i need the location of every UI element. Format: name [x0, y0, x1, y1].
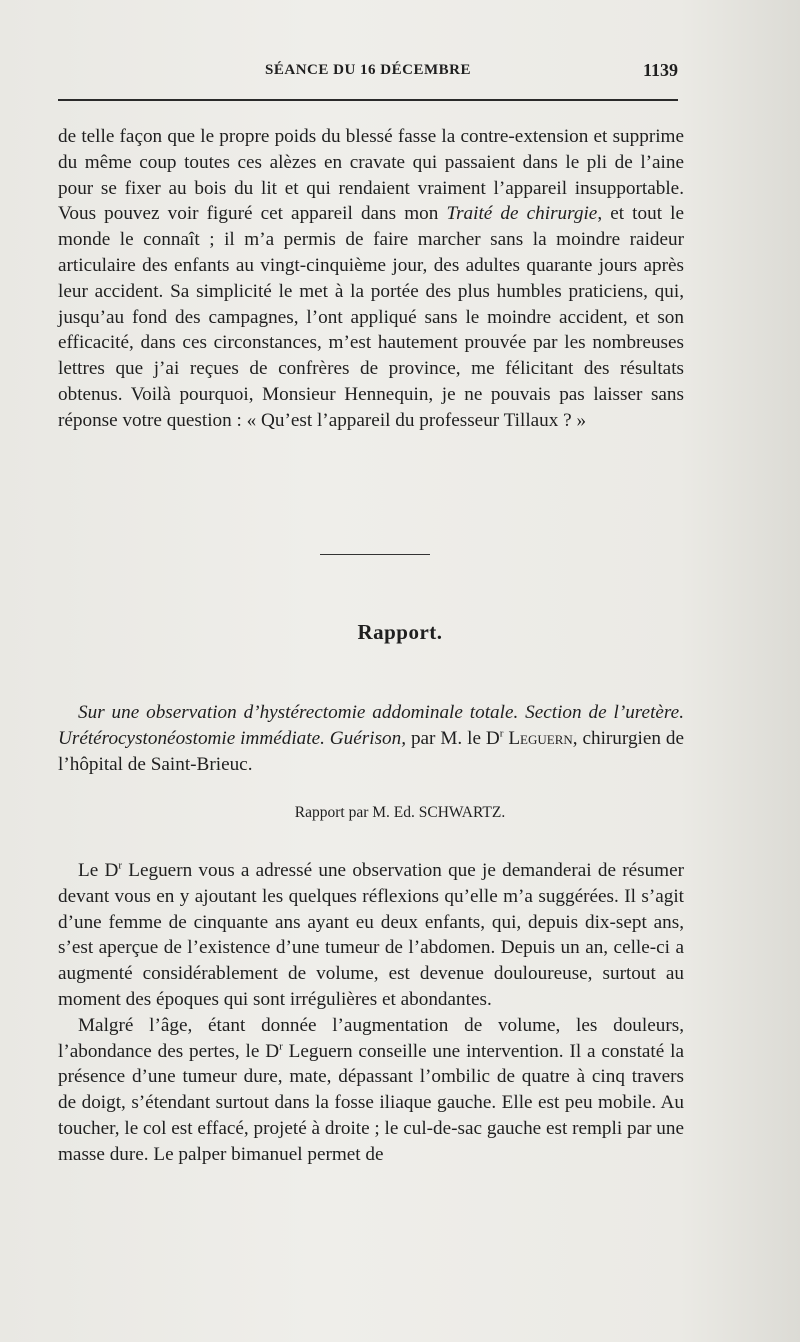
paragraph	[58, 124, 684, 434]
paragraph-text: Leguern vous a adressé une observation que je demanderai de résumer devant vous en y ajoutant les quelques réflexions qu’elle m’a suggérées. Il s’agit d’une femme de cinquante ans ayant eu deux enfants, qui, depuis dix-sept ans, s’est aperçue de l’existence d’une tumeur de l’abdomen. Depuis un an, celle-ci a augmenté considérablement de volume, est devenue douloureuse, surtout au moment des époques qui sont irrégulières et abondantes.	[58, 860, 684, 1010]
paragraph-text: Malgré l’âge, étant donnée l’augmentation de volume, les douleurs, l’abondance des pertes, le D	[58, 1014, 684, 1062]
paragraph-text: Le D	[78, 860, 119, 881]
paragraph-text: Leguern conseille une intervention. Il a constaté la présence d’une tumeur dure, mate, dépassant l’ombilic de quatre à cinq travers de doigt, s’étendant surtout dans la fosse iliaque gauche. Elle est peu mobile. Au toucher, le col est effacé, projeté à droite ; le cul-de-sac gauche est rempli par une masse dure. Le palper bimanuel permet de	[58, 1040, 684, 1165]
paragraph-text-end: , et tout le monde le connaît ; il m’a permis de faire marcher sans la moindre raideur articulaire des enfants au vingt-cinquième jour, des adultes quarante jours après leur accident. Sa simplicité le met à la portée des plus humbles praticiens, qui, jusqu’au fond des campagnes, l’ont appliqué sans le moindre accident, et son efficacité, dans ces circonstances, m’est hautement prouvée par les nombreuses lettres que j’ai reçues de confrères de province, me félicitant des résultats obtenus. Voilà pourquoi, Monsieur Hennequin, je ne pouvais pas laisser sans réponse votre question : « Qu’est l’appareil du professeur Tillaux ? »	[58, 203, 684, 431]
book-title: Traité de chirurgie	[446, 203, 598, 225]
dr-sup: r	[118, 859, 123, 872]
page-number: 1139	[642, 60, 678, 80]
report-title	[58, 700, 684, 778]
dr-sup: r	[279, 1040, 283, 1053]
report-dr-sup: r	[499, 727, 504, 740]
paragraph	[58, 1013, 684, 1168]
section-separator	[320, 554, 430, 555]
text-block-continuation	[58, 124, 684, 434]
report-byline: Rapport par M. Ed. SCHWARTZ.	[294, 804, 506, 821]
report-title-italic: Sur une observation d’hystérectomie addominale totale. Section de l’uretère. Urétérocystonéostomie immédiate. Guérison,	[58, 702, 684, 749]
page-header	[58, 62, 678, 86]
paragraph-text: de telle façon que le propre poids du blessé fasse la contre-extension et supprime du même coup toutes ces alèzes en cravate qui passaient dans le pli de l’aine pour se fixer au bois du lit et qui rendaient vraiment l’appareil insupportable. Vous pouvez voir figuré cet appareil dans mon	[58, 126, 684, 225]
report-author: Leguern	[503, 728, 573, 749]
report-affiliation: , chirurgien de l’hôpital de Saint-Brieuc.	[58, 728, 684, 775]
running-head: SÉANCE DU 16 DÉCEMBRE	[265, 62, 471, 78]
header-rule	[58, 99, 678, 101]
paragraph	[58, 858, 684, 1013]
section-title: Rapport.	[357, 620, 443, 644]
report-by: par M. le D	[406, 728, 500, 749]
text-block-report	[58, 858, 684, 1168]
